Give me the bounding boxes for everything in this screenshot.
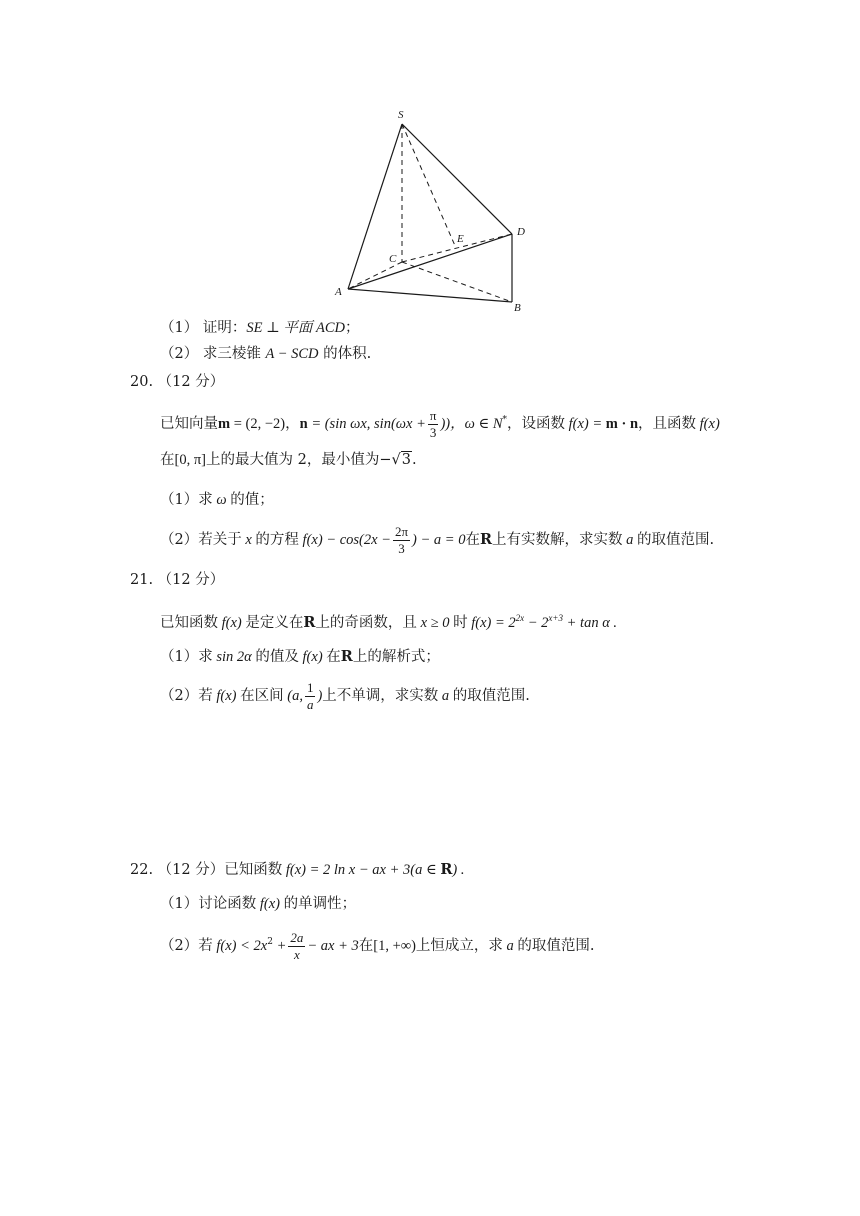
question-number: 22. xyxy=(130,862,154,878)
label-A: A xyxy=(335,286,342,298)
label-C: C xyxy=(389,253,397,265)
edge-SE xyxy=(402,124,456,248)
question-number: 21. xyxy=(130,572,154,588)
q22-stem: 22. （12 分）已知函数 f(x) = 2 ln x − ax + 3(a ∈ R) . xyxy=(130,861,465,878)
q20-header xyxy=(130,372,224,392)
q20-part2: （2）若关于 x 的方程 f(x) − cos(2x − $\frac{2\pi}{3}$ ) − a = 0在R上有实数解，求实数 a 的取值范围. xyxy=(160,523,715,556)
fraction-2pi-over-3: $\frac{2\pi}{3}$ xyxy=(394,523,409,556)
q20-stem-line2: 在[0, π]上的最大值为 2，最小值为−√3. xyxy=(160,452,417,468)
question-score: （12 分） xyxy=(157,862,225,878)
edge-SD xyxy=(402,124,512,234)
edge-AD xyxy=(348,234,512,289)
edge-AB xyxy=(348,289,512,302)
question-score: （12 分） xyxy=(157,572,225,588)
label-B: B xyxy=(514,302,521,314)
q22-part2: （2）若 $f(x) < 2x^2$ + $\frac{2a}{x}$ − ax + 3在[1, +∞)上恒成立，求 a 的取值范围. xyxy=(160,929,595,962)
q21-stem: 已知函数 f(x) 是定义在R上的奇函数，且 x ≥ 0 时 $f(x) = 2^{2x} - 2^{x+3} + \tan \alpha$ . xyxy=(160,613,618,631)
label-D: D xyxy=(517,226,525,238)
q20-stem-line1: 已知向量m = (2, −2)，n = (sin ωx, sin(ωx + $\frac{\pi}{3}$ ))，ω ∈ N*，设函数 f(x) = m · n，且函数 f(x) xyxy=(160,407,720,440)
label-E: E xyxy=(457,233,464,245)
pyramid-figure xyxy=(330,104,530,314)
q21-part2: （2）若 f(x) 在区间 (a, $\frac{1}{a}$ )上不单调，求实数 a 的取值范围. xyxy=(160,679,530,712)
q21-part1: （1）求 sin 2α 的值及 f(x) 在R上的解析式； xyxy=(160,648,440,665)
fraction-1-over-a: $\frac{1}{a}$ xyxy=(306,679,314,712)
q21-header xyxy=(130,570,224,590)
fraction-2a-over-x: $\frac{2a}{x}$ xyxy=(290,929,304,962)
question-number: 20. xyxy=(130,374,154,390)
edge-CB xyxy=(402,262,512,302)
q19-part1: （1） 证明：SE ⊥ 平面 ACD； xyxy=(160,320,360,336)
question-score: （12 分） xyxy=(157,374,225,390)
fraction-pi-over-3: $\frac{\pi}{3}$ xyxy=(429,407,437,440)
pyramid-diagram xyxy=(330,104,530,314)
label-S: S xyxy=(398,109,404,121)
q19-part2: （2） 求三棱锥 A − SCD 的体积. xyxy=(160,346,372,362)
q20-part1: （1）求 ω 的值； xyxy=(160,492,274,508)
q22-part1: （1）讨论函数 f(x) 的单调性； xyxy=(160,896,357,912)
